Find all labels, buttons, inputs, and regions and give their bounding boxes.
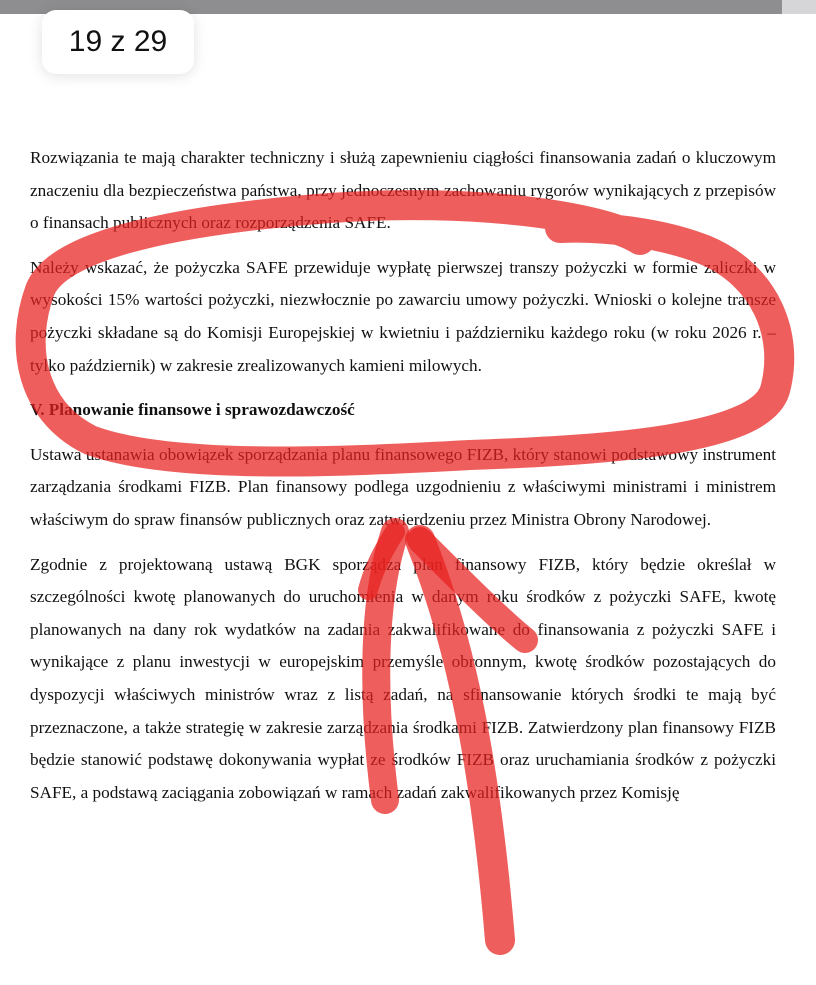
paragraph-4: Zgodnie z projektowaną ustawą BGK sporządza plan finansowy FIZB, który będzie określał w szczególności kwotę planowanych do uruchomienia w danym roku środków z pożyczki SAFE, kwotę planowanych na dany rok wydatków na zadania zakwalifikowane do finansowania z pożyczki SAFE i wynikające z planu inwestycji w europejskim przemyśle obronnym, kwotę środków pozostających do dyspozycji właściwych ministrów wraz z listą zadań, na sfinansowanie których środki te mają być przeznaczone, a także strategię w zakresie zarządzania środkami FIZB. Zatwierdzony plan finansowy FIZB będzie stanowić podstawę dokonywania wypłat ze środków FIZB oraz uruchamiania środków z pożyczki SAFE, a podstawą zaciągania zobowiązań w ramach zadań zakwalifikowanych przez Komisję	[30, 554, 776, 802]
section-heading: V. Planowanie finansowe i sprawozdawczość	[30, 400, 355, 420]
page-indicator: 19 z 29	[42, 10, 194, 74]
document-body	[30, 142, 776, 809]
paragraph-3: Ustawa ustanawia obowiązek sporządzania planu finansowego FIZB, który stanowi podstawowy instrument zarządzania środkami FIZB. Plan finansowy podlega uzgodnieniu z właściwymi ministrami i ministrem właściwym do spraw finansów publicznych oraz zatwierdzeniu przez Ministra Obrony Narodowej.	[30, 444, 776, 529]
paragraph-1: Rozwiązania te mają charakter techniczny i służą zapewnieniu ciągłości finansowania zadań o kluczowym znaczeniu dla bezpieczeństwa państwa, przy jednoczesnym zachowaniu rygorów wynikających z przepisów o finansach publicznych oraz rozporządzenia SAFE.	[30, 148, 776, 233]
status-bar-edge	[782, 0, 816, 14]
paragraph-2: Należy wskazać, że pożyczka SAFE przewiduje wypłatę pierwszej transzy pożyczki w formie zaliczki w wysokości 15% wartości pożyczki, niezwłocznie po zawarciu umowy pożyczki. Wnioski o kolejne transze pożyczki składane są do Komisji Europejskiej w kwietniu i październiku każdego roku (w roku 2026 r. – tylko październik) w zakresie zrealizowanych kamieni milowych.	[30, 257, 776, 375]
